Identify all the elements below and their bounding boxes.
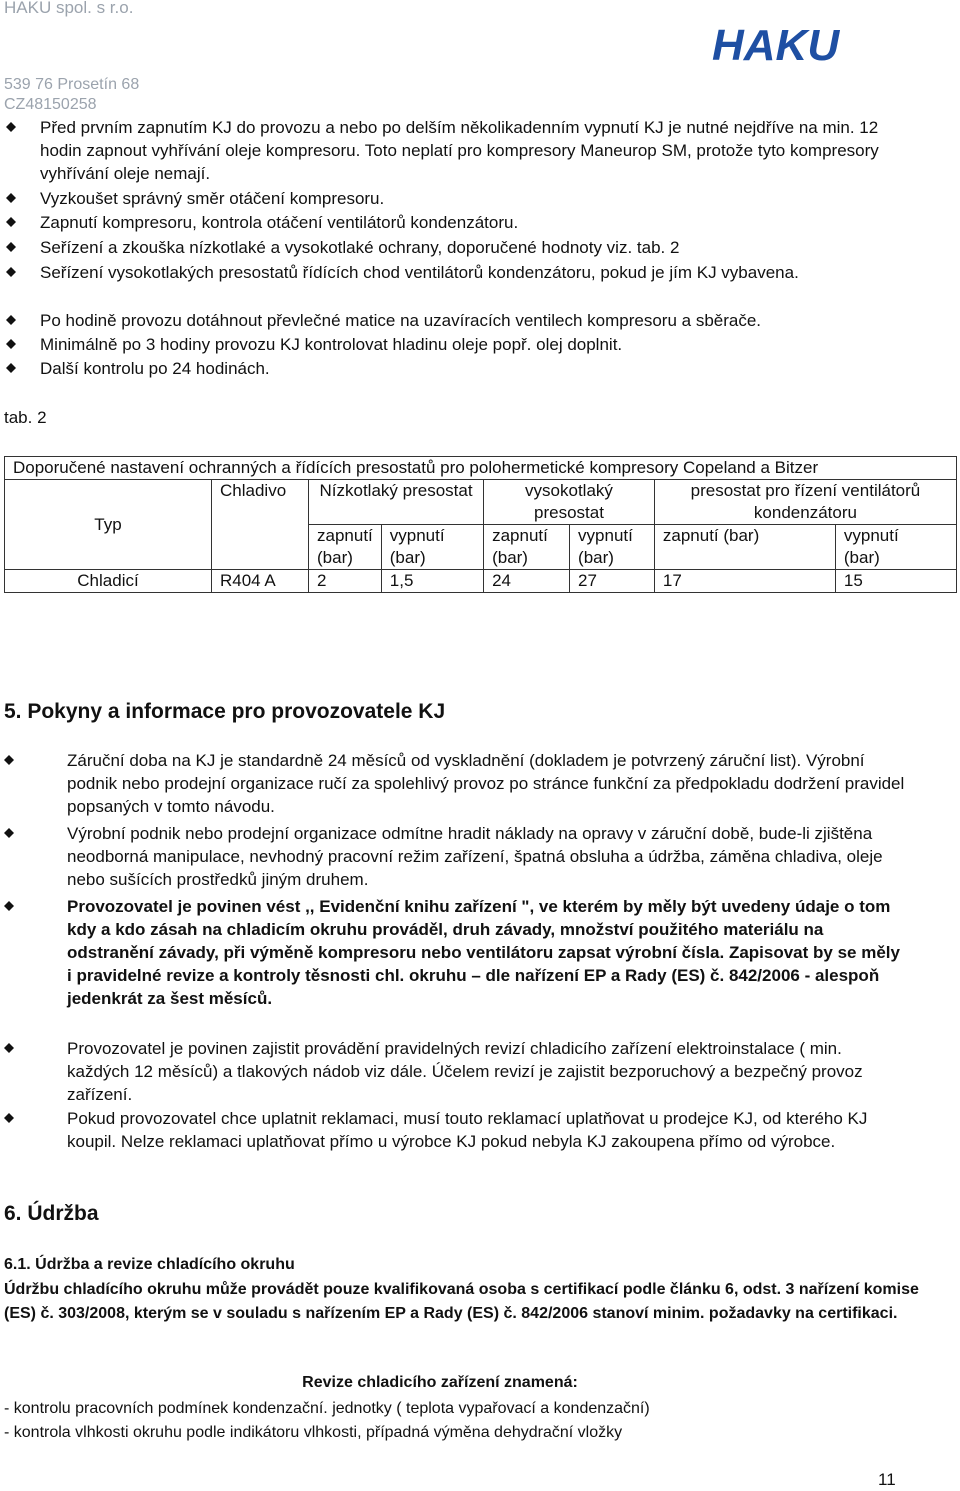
diamond-bullet-icon bbox=[6, 339, 16, 349]
list-item: Provozovatel je povinen vést ,, Evidenční knihu zařízení ", ve kterém by měly být uvedeny údaje o tom kdy a kdo zásah na chladicím okruhu prováděl, druh závady, množství použitého materiálu na odstranění závady, při výměně kompresoru nebo ventilátoru zapsat výrobní čísla. Zapisovat by se měly i pravidelné revize a kontroly těsnosti chl. okruhu – dle nařízení EP a Rady (ES) č. 842/2006 - alespoň jedenkrát za šest měsíců. bbox=[67, 895, 907, 1010]
diamond-bullet-icon bbox=[6, 315, 16, 325]
revize-item: - kontrola vlhkosti okruhu podle indikátoru vlhkosti, případná výměna dehydrační vložky bbox=[4, 1424, 623, 1441]
diamond-bullet-icon bbox=[6, 193, 16, 203]
diamond-bullet-icon bbox=[6, 267, 16, 277]
header-fan-off: vypnutí (bar) bbox=[835, 525, 956, 570]
list-item: Pokud provozovatel chce uplatnit reklamaci, musí touto reklamací uplatňovat u prodejce KJ, od kterého KJ koupil. Nelze reklamaci uplatňovat přímo u výrobce KJ pokud nebyla KJ zakoupena přímo od výrobce. bbox=[67, 1107, 907, 1153]
diamond-bullet-icon bbox=[6, 122, 16, 132]
list-item: Záruční doba na KJ je standardně 24 měsíců od vyskladnění (dokladem je potvrzený záruční list). Výrobní podnik nebo prodejní organizace ručí za spolehlivý provoz po stránce funkční za předpokladu dodržení pravidel popsaných v tomto návodu. bbox=[67, 749, 907, 818]
diamond-bullet-icon bbox=[4, 828, 14, 838]
header-fan-pressure: presostat pro řízení ventilátorů kondenzátoru bbox=[654, 480, 956, 525]
header-chladivo: Chladivo bbox=[212, 480, 309, 525]
page-number: 11 bbox=[878, 1470, 896, 1489]
company-name: HAKU spol. s r.o. bbox=[4, 0, 134, 17]
header-high-on: zapnutí (bar) bbox=[484, 525, 570, 570]
company-id: CZ48150258 bbox=[4, 96, 97, 113]
section-6-heading: 6. Údržba bbox=[4, 1202, 99, 1225]
diamond-bullet-icon bbox=[4, 901, 14, 911]
diamond-bullet-icon bbox=[6, 242, 16, 252]
diamond-bullet-icon bbox=[4, 755, 14, 765]
pressure-settings-table bbox=[4, 456, 957, 593]
header-fan-on: zapnutí (bar) bbox=[654, 525, 835, 570]
revize-title: Revize chladicího zařízení znamená: bbox=[302, 1374, 578, 1391]
header-chladivo-cont bbox=[212, 525, 309, 570]
section-5-heading: 5. Pokyny a informace pro provozovatele KJ bbox=[4, 700, 446, 723]
haku-logo bbox=[712, 24, 904, 68]
table-row: Chladicí R404 A 2 1,5 24 27 17 15 bbox=[5, 570, 957, 593]
list-item: Výrobní podnik nebo prodejní organizace odmítne hradit náklady na opravy v záruční době, bude-li zjištěna neodborná manipulace, nevhodný pracovní režim zařízení, špatná obsluha a údržba, záměna chladiva, oleje nebo sušících prostředků jiným druhem. bbox=[67, 822, 907, 891]
list-item: Před prvním zapnutím KJ do provozu a nebo po delším několikadenním vypnutí KJ je nutné nejdříve na min. 12 hodin zapnout vyhřívání oleje kompresoru. Toto neplatí pro kompresory Maneurop SM, protože tyto kompresory vyhřívání oleje nemají. bbox=[40, 116, 910, 185]
list-item: Provozovatel je povinen zajistit provádění pravidelných revizí chladicího zařízení elektroinstalace ( min. každých 12 měsíců) a tlakových nádob viz dále. Účelem revizí je zajistit bezporuchový a bezpečný provoz zařízení. bbox=[67, 1037, 907, 1106]
list-item: Další kontrolu po 24 hodinách. bbox=[40, 357, 910, 380]
header-typ: Typ bbox=[5, 480, 212, 570]
list-item: Seřízení a zkouška nízkotlaké a vysokotlaké ochrany, doporučené hodnoty viz. tab. 2 bbox=[40, 236, 910, 259]
diamond-bullet-icon bbox=[4, 1113, 14, 1123]
diamond-bullet-icon bbox=[6, 363, 16, 373]
diamond-bullet-icon bbox=[4, 1043, 14, 1053]
list-item: Minimálně po 3 hodiny provozu KJ kontrolovat hladinu oleje popř. olej doplnit. bbox=[40, 333, 910, 356]
logo-text: HAKU bbox=[712, 24, 840, 68]
list-item: Po hodině provozu dotáhnout převlečné matice na uzavíracích ventilech kompresoru a sběrače. bbox=[40, 309, 910, 332]
table-caption: Doporučené nastavení ochranných a řídících presostatů pro polohermetické kompresory Copeland a Bitzer bbox=[5, 457, 957, 480]
header-low-pressure: Nízkotlaký presostat bbox=[309, 480, 484, 525]
section-6-1-heading: 6.1. Údržba a revize chladícího okruhu bbox=[4, 1256, 295, 1273]
revize-item: - kontrolu pracovních podmínek kondenzační. jednotky ( teplota vypařovací a kondenzační) bbox=[4, 1400, 650, 1417]
header-high-pressure: vysokotlaký presostat bbox=[484, 480, 655, 525]
table-label: tab. 2 bbox=[4, 408, 47, 427]
list-item: Vyzkoušet správný směr otáčení kompresoru. bbox=[40, 187, 910, 210]
diamond-bullet-icon bbox=[6, 217, 16, 227]
list-item: Seřízení vysokotlakých presostatů řídících chod ventilátorů kondenzátoru, pokud je jím KJ vybavena. bbox=[40, 261, 910, 284]
header-high-off: vypnutí (bar) bbox=[570, 525, 655, 570]
header-low-on: zapnutí (bar) bbox=[309, 525, 382, 570]
company-address: 539 76 Prosetín 68 bbox=[4, 76, 140, 93]
list-item: Zapnutí kompresoru, kontrola otáčení ventilátorů kondenzátoru. bbox=[40, 211, 910, 234]
certification-paragraph: Údržbu chladícího okruhu může provádět pouze kvalifikovaná osoba s certifikací podle článku 6, odst. 3 nařízení komise (ES) č. 303/2008, kterým se v souladu s nařízením EP a Rady (ES) č. 842/2006 stanoví minim. požadavky na certifikaci. bbox=[4, 1281, 919, 1322]
header-low-off: vypnutí (bar) bbox=[381, 525, 483, 570]
